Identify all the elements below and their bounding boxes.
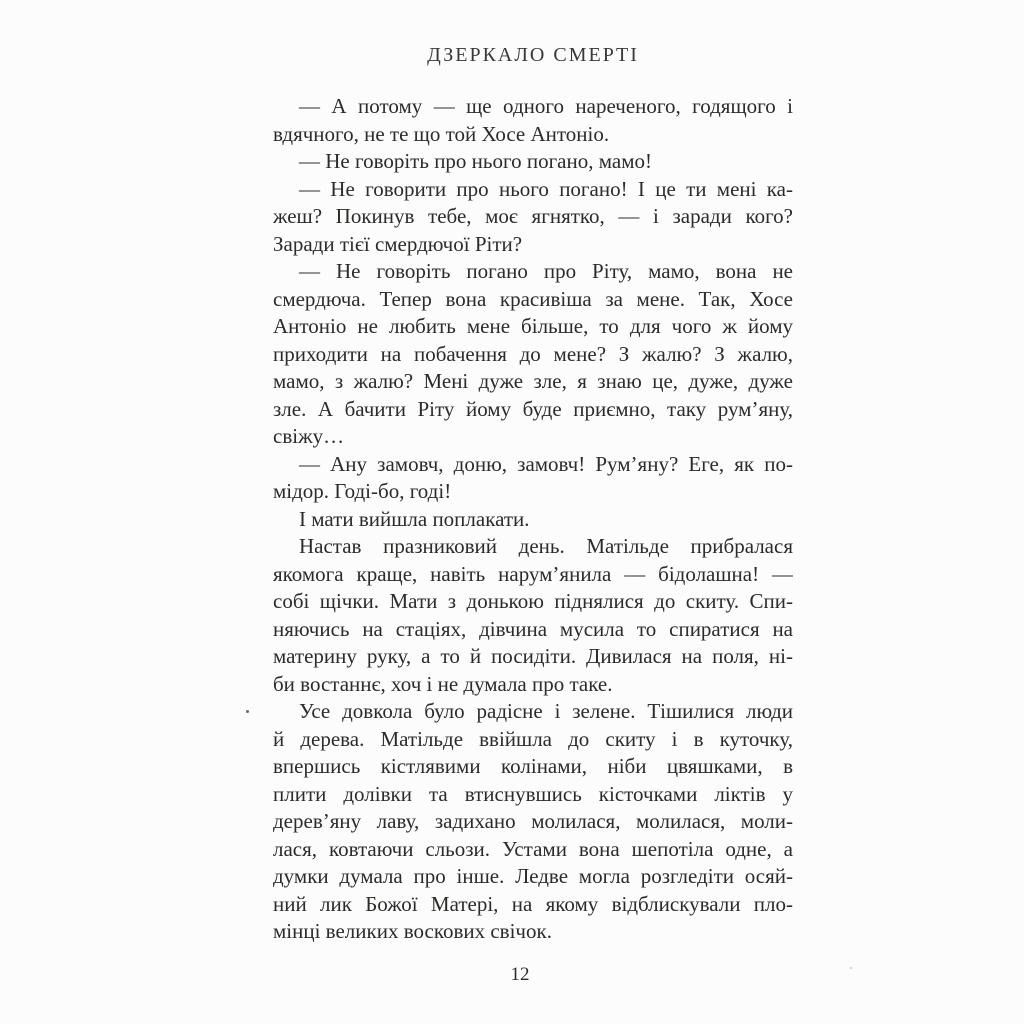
text-line: Антоніо не любить мене більше, то для чого ж йому xyxy=(273,314,793,338)
text-block xyxy=(273,93,793,946)
text-line: мамо, з жалю? Мені дуже зле, я знаю це, дуже, дуже xyxy=(273,369,793,393)
text-line: — Не говоріть погано про Ріту, мамо, вона не xyxy=(299,259,793,283)
text-line: Настав празниковий день. Матільде прибралася xyxy=(299,534,793,558)
text-line: думки думала про інше. Ледве могла розгледіти осяй- xyxy=(273,864,793,888)
text-line: приходити на побачення до мене? З жалю? З жалю, xyxy=(273,341,793,366)
text-line: материну руку, а то й посидіти. Дивилася на поля, ні- xyxy=(273,644,793,668)
text-line: мідор. Годі-бо, годі! xyxy=(273,479,452,503)
text-line: свіжу… xyxy=(273,424,345,448)
text-line: — Не говорити про нього погано! І це ти мені ка- xyxy=(299,176,793,201)
text-line: якомога краще, навіть нарум’янила — бідолашна! — xyxy=(273,561,793,586)
text-line: плити долівки та втиснувшись кісточками ліктів у xyxy=(273,781,793,806)
text-line: впершись кістлявими колінами, ніби цвяшками, в xyxy=(273,754,793,778)
text-line: — Ану замовч, доню, замовч! Рум’яну? Еге, як по- xyxy=(299,451,793,476)
text-line: вдячного, не те що той Хосе Антоніо. xyxy=(273,121,610,146)
text-line: дерев’яну лаву, задихано молилася, молилася, моли- xyxy=(273,809,793,833)
text-line: лася, ковтаючи сльози. Устами вона шепотіла одне, а xyxy=(273,836,793,861)
text-line: Усе довкола було радісне і зелене. Тішилися люди xyxy=(299,699,793,723)
text-line: ний лик Божої Матері, на якому відблискували пло- xyxy=(273,891,793,916)
text-line: І мати вийшла поплакати. xyxy=(299,506,530,531)
text-line: собі щічки. Мати з донькою піднялися до скиту. Спи- xyxy=(273,589,793,613)
text-line: — А потому — ще одного нареченого, годящого і xyxy=(299,94,793,118)
text-line: няючись на стаціях, дівчина мусила то спиратися на xyxy=(273,616,793,641)
text-line: зле. А бачити Ріту йому буде приємно, таку рум’яну, xyxy=(273,396,793,421)
text-line: мінці великих воскових свічок. xyxy=(273,919,552,943)
text-line: Заради тієї смердючої Ріти? xyxy=(273,231,523,256)
text-line: жеш? Покинув тебе, моє ягнятко, — і заради кого? xyxy=(273,204,793,228)
text-line: й дерева. Матільде ввійшла до скиту і в куточку, xyxy=(273,726,793,751)
running-header: ДЗЕРКАЛО СМЕРТІ xyxy=(427,44,639,66)
page-number: 12 xyxy=(510,964,530,985)
scan-speck xyxy=(850,967,852,969)
text-line: — Не говоріть про нього погано, мамо! xyxy=(299,149,652,173)
scan-speck xyxy=(246,710,249,713)
text-line: смердюча. Тепер вона красивіша за мене. Так, Хосе xyxy=(273,286,793,311)
text-line: би востаннє, хоч і не думала про таке. xyxy=(273,671,613,696)
